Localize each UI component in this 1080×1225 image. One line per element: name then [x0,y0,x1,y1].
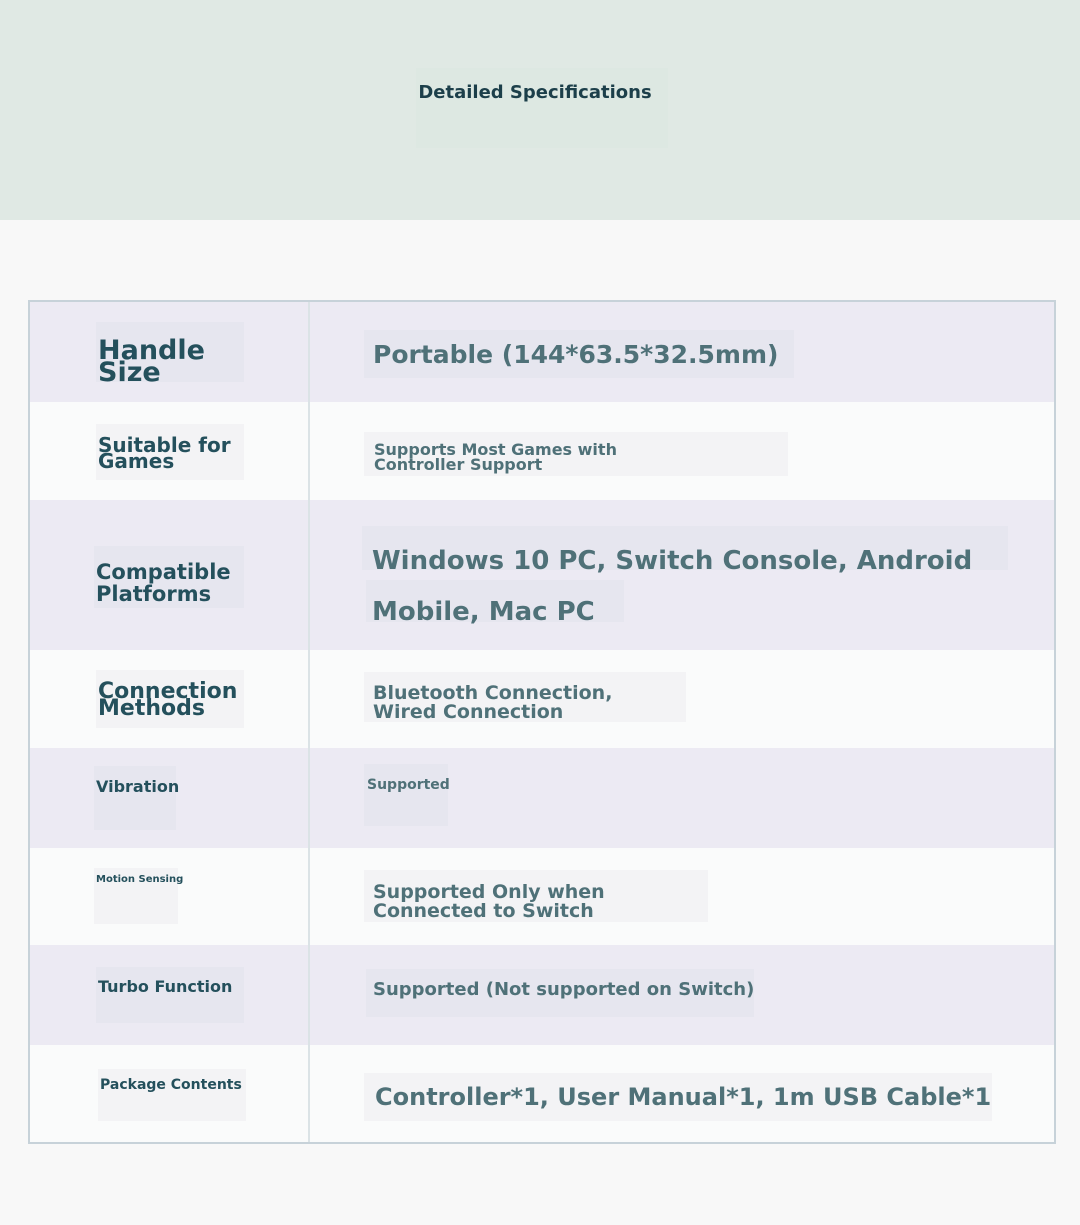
spec-label-cell [30,402,310,500]
spec-row-connection-methods [30,650,1054,748]
title-box [416,68,668,148]
spec-row-handle-size [30,302,1054,402]
spec-label: Package Contents [100,1077,242,1093]
spec-label-cell [30,848,310,945]
spec-label-cell [30,302,310,402]
spec-value: Bluetooth Connection, Wired Connection [373,682,613,723]
spec-value: Windows 10 PC, Switch Console, Android Mobile, Mac PC [372,546,973,627]
spec-value: Supported Only when Connected to Switch [373,881,605,922]
spec-value-cell [310,302,1054,402]
spec-label-cell [30,500,310,650]
spec-label-cell [30,1045,310,1142]
page-title: Detailed Specifications [418,82,652,103]
spec-value: Controller*1, User Manual*1, 1m USB Cable*1 [375,1083,992,1111]
spec-label: Connection Methods [98,679,238,721]
spec-label: Vibration [96,777,180,796]
spec-label: Compatible Platforms [96,560,231,606]
spec-value-cell [310,1045,1054,1142]
spec-label-cell [30,748,310,848]
spec-value: Supported [367,777,450,793]
spec-value-cell [310,500,1054,650]
spec-label: Suitable for Games [98,433,231,473]
spec-label: Handle Size [98,335,205,388]
spec-value-cell [310,848,1054,945]
spec-row-compatible-platforms [30,500,1054,650]
spec-label-cell [30,945,310,1045]
spec-row-vibration [30,748,1054,848]
spec-value: Supported (Not supported on Switch) [373,979,755,1000]
spec-value-cell [310,650,1054,748]
spec-label-cell [30,650,310,748]
spec-row-turbo-function [30,945,1054,1045]
spec-row-package-contents [30,1045,1054,1142]
header-banner [0,0,1080,220]
spec-row-suitable-games [30,402,1054,500]
spec-value: Portable (144*63.5*32.5mm) [373,340,779,369]
spec-label: Motion Sensing [96,874,184,885]
spec-value-cell [310,945,1054,1045]
spec-value: Supports Most Games with Controller Support [374,440,617,474]
spec-row-motion-sensing [30,848,1054,945]
spec-table [28,300,1056,1144]
spec-value-cell [310,748,1054,848]
spec-value-cell [310,402,1054,500]
spec-label: Turbo Function [98,977,233,996]
